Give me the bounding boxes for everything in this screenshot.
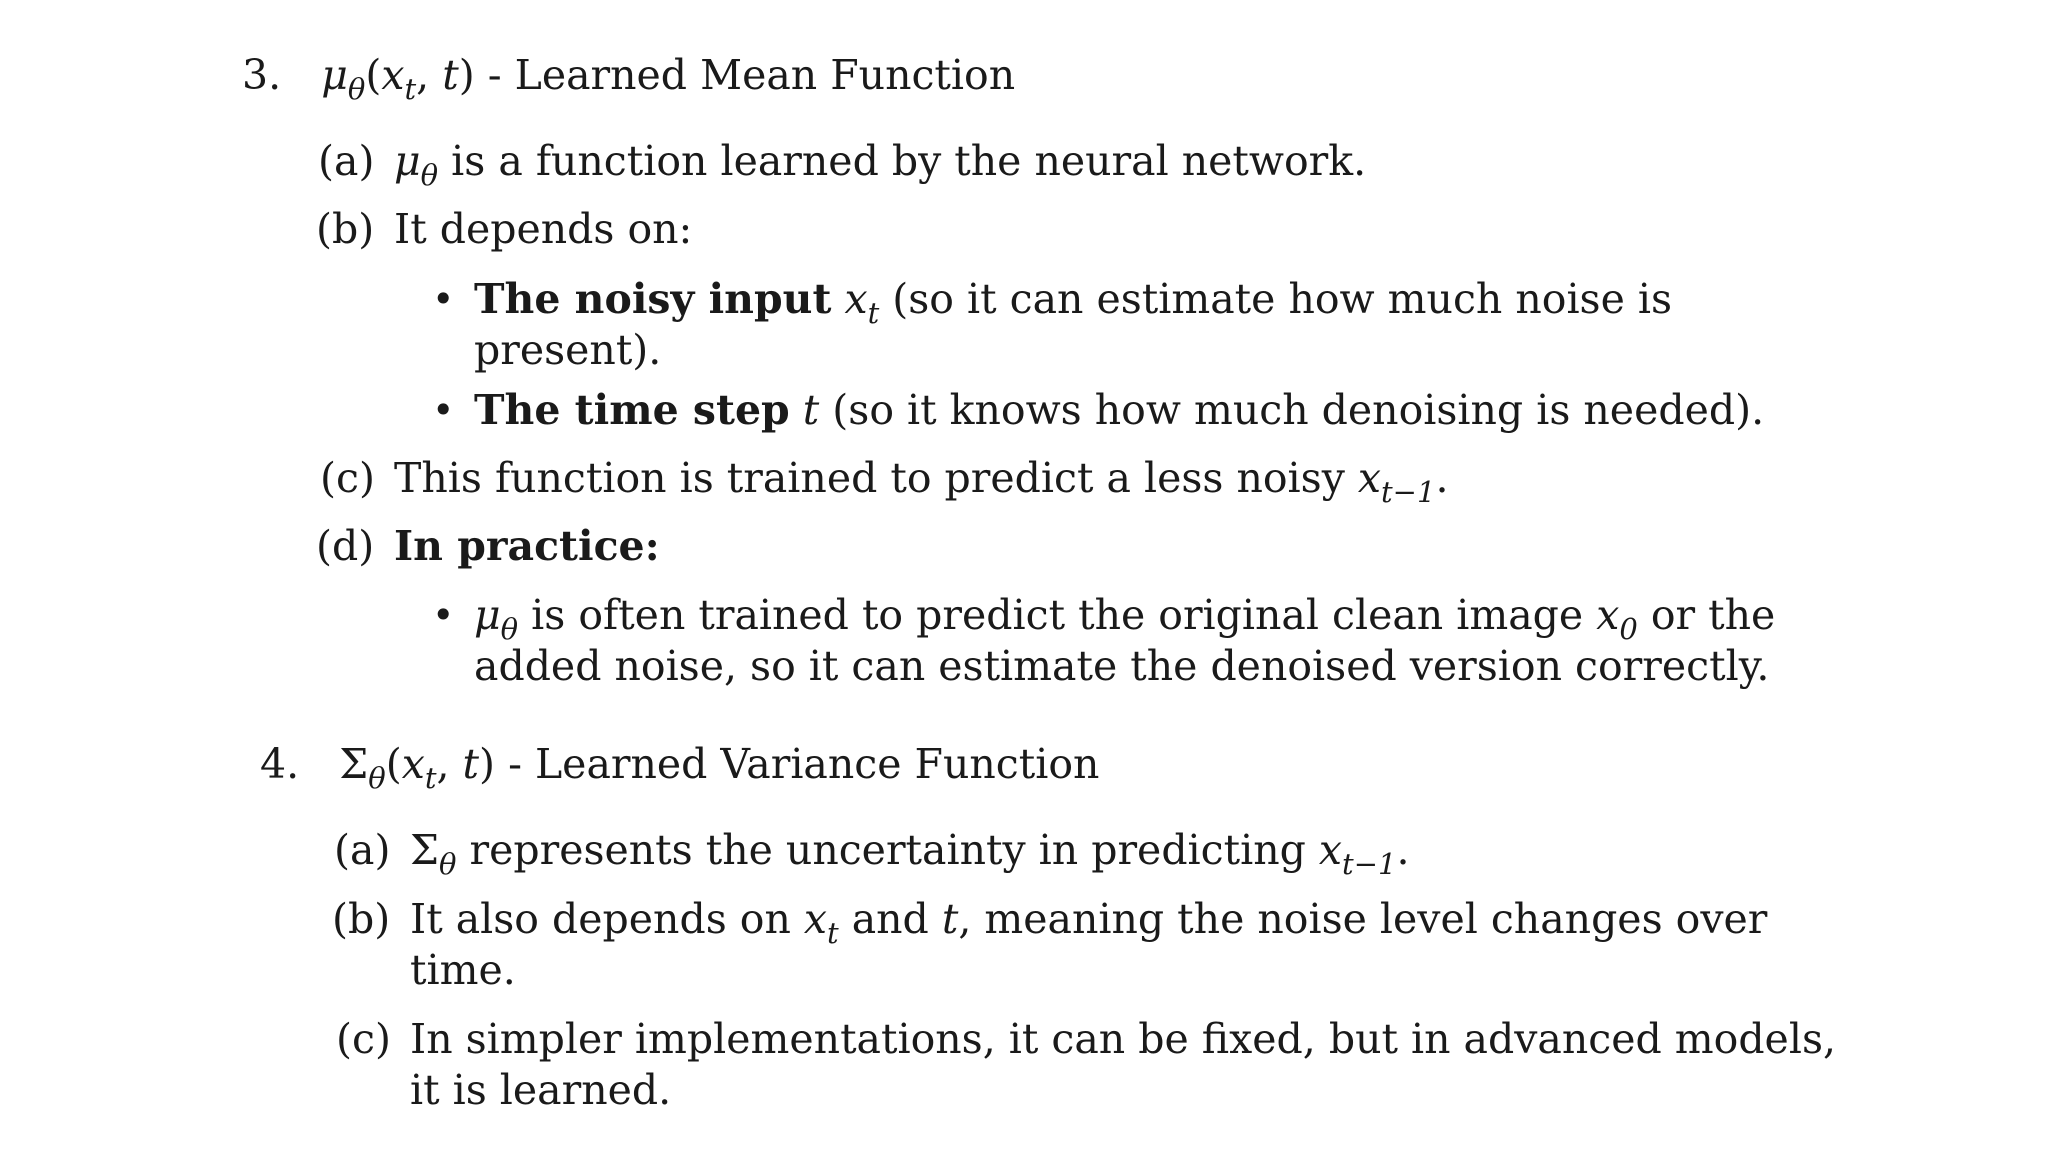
- theta-subscript: θ: [439, 847, 457, 882]
- var-x: x: [1318, 826, 1343, 874]
- bullet-continuation: or the: [1637, 591, 1776, 639]
- var-x-subscript: 0: [1619, 612, 1638, 647]
- arg-separator: ,: [416, 51, 443, 99]
- item-3d-text: In practice:: [394, 522, 660, 570]
- var-x-subscript: t: [424, 761, 437, 796]
- item-label: (a): [318, 137, 375, 185]
- theta-subscript: θ: [347, 72, 366, 107]
- theta-subscript: θ: [500, 612, 519, 647]
- bullet-icon: •: [432, 593, 455, 637]
- period: .: [1396, 826, 1410, 874]
- bullet-text-line2: present).: [474, 326, 662, 374]
- var-t: t: [802, 386, 820, 434]
- bullet-text: [474, 590, 1776, 647]
- bullet-continuation: (so it knows how much denoising is needed).: [819, 386, 1765, 434]
- section-3-heading: [242, 50, 1016, 107]
- item-text: It also depends on: [410, 895, 804, 943]
- item-4b-text: [410, 894, 1768, 951]
- item-text: is a function learned by the neural network.: [438, 137, 1367, 185]
- theta-subscript: θ: [420, 158, 439, 193]
- var-x-subscript: t−1: [1381, 475, 1436, 510]
- paren-close: ): [479, 740, 496, 788]
- period: .: [1435, 454, 1449, 502]
- bold-term: The noisy input: [474, 275, 832, 323]
- bullet-continuation: is often trained to predict the original clean image: [518, 591, 1597, 639]
- section-4-heading: [260, 739, 1100, 796]
- section-number: 3.: [242, 51, 282, 99]
- item-label: (a): [334, 826, 391, 874]
- bullet-text-line2: added noise, so it can estimate the denoised version correctly.: [474, 642, 1770, 690]
- bullet-text: [474, 274, 1673, 331]
- item-3c-text: [394, 453, 1449, 510]
- var-t: t: [442, 51, 459, 99]
- var-t: t: [941, 895, 959, 943]
- bold-term: The time step: [474, 386, 790, 434]
- sigma-symbol: Σ: [410, 826, 439, 874]
- bullet-continuation: (so it can estimate how much noise is: [879, 275, 1673, 323]
- var-x: x: [381, 51, 405, 99]
- var-x-subscript: t: [404, 72, 417, 107]
- mu-symbol: μ: [474, 591, 501, 639]
- mu-symbol: μ: [394, 137, 421, 185]
- section-title: - Learned Mean Function: [474, 51, 1016, 99]
- paren-open: (: [365, 51, 382, 99]
- mu-symbol: μ: [321, 51, 348, 99]
- item-text: represents the uncertainty in predicting: [456, 826, 1319, 874]
- item-label: (c): [336, 1015, 391, 1063]
- item-4c-text-line2: it is learned.: [410, 1066, 672, 1114]
- var-t: t: [462, 740, 480, 788]
- item-3b-text: It depends on:: [394, 205, 693, 253]
- item-text: This function is trained to predict a less noisy: [394, 454, 1358, 502]
- bullet-text: [474, 385, 1764, 435]
- bullet-icon: •: [432, 388, 455, 432]
- var-x: x: [401, 740, 425, 788]
- section-number: 4.: [260, 740, 300, 788]
- arg-separator: ,: [436, 740, 463, 788]
- var-x-subscript: t: [867, 296, 880, 331]
- paren-open: (: [385, 740, 402, 788]
- var-x-subscript: t−1: [1342, 847, 1397, 882]
- var-x: x: [1596, 591, 1620, 639]
- item-3a-text: [394, 136, 1367, 193]
- item-text: and: [838, 895, 942, 943]
- var-x: x: [1357, 454, 1382, 502]
- theta-subscript: θ: [368, 761, 386, 796]
- var-x: x: [844, 275, 868, 323]
- item-label: (b): [332, 895, 391, 943]
- var-x-subscript: t: [827, 916, 839, 951]
- item-label: (d): [316, 522, 375, 570]
- section-title: - Learned Variance Function: [495, 740, 1100, 788]
- item-4b-text-line2: time.: [410, 946, 516, 994]
- var-x: x: [803, 895, 828, 943]
- item-label: (c): [320, 454, 375, 502]
- sigma-symbol: Σ: [339, 740, 369, 788]
- bullet-icon: •: [432, 277, 455, 321]
- item-4c-text: In simpler implementations, it can be fixed, but in advanced models,: [410, 1015, 1837, 1063]
- item-4a-text: [410, 825, 1410, 882]
- item-label: (b): [316, 205, 375, 253]
- paren-close: ): [458, 51, 475, 99]
- item-text: , meaning the noise level changes over: [958, 895, 1768, 943]
